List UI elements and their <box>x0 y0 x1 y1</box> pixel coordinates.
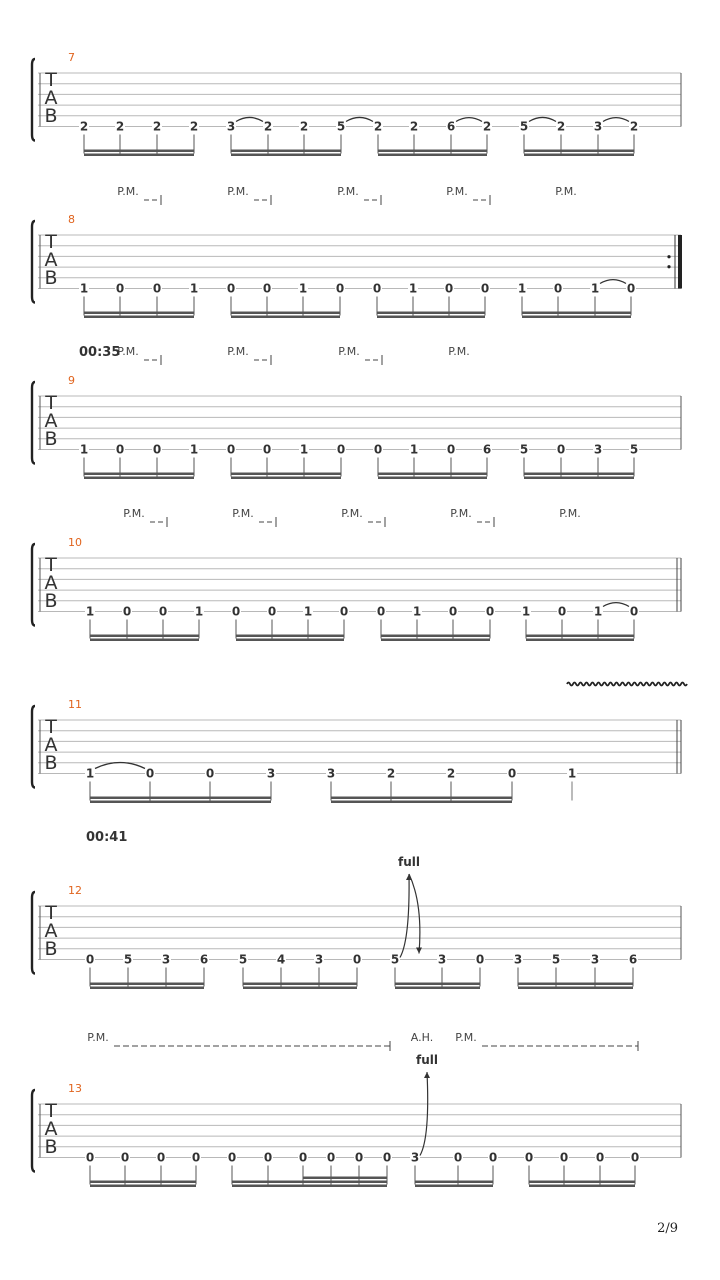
beam <box>524 477 634 480</box>
tab-clef-a: A <box>44 1118 58 1140</box>
fret-number: 6 <box>199 952 209 967</box>
beam <box>84 154 194 157</box>
fret-number: 0 <box>372 281 382 296</box>
page-number: 2/9 <box>657 1221 678 1236</box>
beam <box>231 473 341 476</box>
fret-number: 0 <box>480 281 490 296</box>
system-bracket <box>32 892 35 974</box>
fret-number: 6 <box>446 119 456 134</box>
fret-number: 0 <box>336 442 346 457</box>
tab-clef-t: T <box>45 902 57 924</box>
fret-number: 1 <box>517 281 527 296</box>
beam <box>524 150 634 153</box>
beam <box>84 473 194 476</box>
tab-clef-t: T <box>45 1100 57 1122</box>
repeat-dot <box>667 265 670 268</box>
beam <box>231 154 341 157</box>
fret-number: 2 <box>556 119 566 134</box>
fret-number: 5 <box>519 442 529 457</box>
fret-number: 0 <box>626 281 636 296</box>
fret-number: 0 <box>339 604 349 619</box>
palm-mute-label: P.M. <box>446 185 468 198</box>
tab-clef-b: B <box>44 267 58 289</box>
fret-number: 3 <box>593 442 603 457</box>
beam <box>231 477 341 480</box>
fret-number: 1 <box>79 281 89 296</box>
fret-number: 3 <box>437 952 447 967</box>
palm-mute-label: P.M. <box>448 345 470 358</box>
beam <box>529 1181 635 1184</box>
fret-number: 6 <box>482 442 492 457</box>
artificial-harmonic-label: A.H. <box>410 1031 434 1044</box>
tie-arc <box>600 280 626 284</box>
beam <box>90 987 204 990</box>
tie-arc <box>346 117 373 121</box>
fret-number: 3 <box>326 766 336 781</box>
fret-number: 1 <box>189 442 199 457</box>
fret-number: 0 <box>326 1150 336 1165</box>
beam <box>236 639 344 642</box>
tab-clef-a: A <box>44 410 58 432</box>
fret-number: 0 <box>629 604 639 619</box>
beam <box>331 801 512 804</box>
fret-number: 2 <box>263 119 273 134</box>
beam <box>243 987 357 990</box>
measure-number: 8 <box>68 213 75 226</box>
fret-number: 1 <box>194 604 204 619</box>
fret-number: 2 <box>189 119 199 134</box>
tab-clef-a: A <box>44 734 58 756</box>
fret-number: 0 <box>158 604 168 619</box>
fret-number: 5 <box>551 952 561 967</box>
beam <box>518 983 633 986</box>
fret-number: 1 <box>85 766 95 781</box>
beam <box>377 316 485 319</box>
fret-number: 5 <box>629 442 639 457</box>
fret-number: 2 <box>482 119 492 134</box>
beam <box>522 312 631 315</box>
beam <box>529 1185 635 1188</box>
beam <box>415 1181 493 1184</box>
fret-number: 0 <box>263 1150 273 1165</box>
fret-number: 0 <box>335 281 345 296</box>
tab-clef-t: T <box>45 716 57 738</box>
fret-number: 3 <box>314 952 324 967</box>
fret-number: 1 <box>299 442 309 457</box>
fret-number: 5 <box>519 119 529 134</box>
palm-mute-label: P.M. <box>87 1031 109 1044</box>
beam <box>381 639 490 642</box>
fret-number: 3 <box>593 119 603 134</box>
beam <box>231 316 340 319</box>
system-bracket <box>32 221 35 303</box>
fret-number: 0 <box>524 1150 534 1165</box>
beam <box>232 1185 387 1188</box>
fret-number: 0 <box>85 952 95 967</box>
fret-number: 5 <box>390 952 400 967</box>
fret-number: 0 <box>556 442 566 457</box>
tab-clef-a: A <box>44 249 58 271</box>
beam <box>526 639 634 642</box>
beam <box>84 312 194 315</box>
palm-mute-label: P.M. <box>450 507 472 520</box>
palm-mute-label: P.M. <box>123 507 145 520</box>
fret-number: 2 <box>115 119 125 134</box>
beam <box>90 639 199 642</box>
beam <box>236 635 344 638</box>
fret-number: 0 <box>115 281 125 296</box>
fret-number: 0 <box>231 604 241 619</box>
staff-system-12 <box>32 830 681 989</box>
palm-mute-label: P.M. <box>555 185 577 198</box>
fret-number: 3 <box>513 952 523 967</box>
measure-number: 13 <box>68 1082 82 1095</box>
beam <box>524 154 634 157</box>
fret-number: 0 <box>226 442 236 457</box>
timestamp: 00:35 <box>79 345 121 360</box>
fret-number: 0 <box>354 1150 364 1165</box>
fret-number: 0 <box>205 766 215 781</box>
palm-mute-label: P.M. <box>559 507 581 520</box>
staff-system-7 <box>32 51 681 156</box>
fret-number: 0 <box>120 1150 130 1165</box>
release-arrowhead <box>416 948 422 954</box>
beam <box>84 316 194 319</box>
beam <box>90 1185 196 1188</box>
fret-number: 1 <box>593 604 603 619</box>
beam <box>381 635 490 638</box>
bend-arrowhead <box>424 1072 430 1078</box>
staff-system-8 <box>32 185 682 318</box>
vibrato-wavy-line <box>567 683 687 686</box>
fret-number: 5 <box>336 119 346 134</box>
measure-number: 10 <box>68 536 82 549</box>
fret-number: 2 <box>386 766 396 781</box>
fret-number: 0 <box>488 1150 498 1165</box>
tie-arc <box>603 118 629 122</box>
fret-number: 0 <box>85 1150 95 1165</box>
palm-mute-label: P.M. <box>232 507 254 520</box>
system-bracket <box>32 706 35 788</box>
fret-number: 1 <box>85 604 95 619</box>
tab-clef-a: A <box>44 920 58 942</box>
beam <box>395 987 480 990</box>
palm-mute-label: P.M. <box>337 185 359 198</box>
fret-number: 4 <box>276 952 286 967</box>
fret-number: 0 <box>595 1150 605 1165</box>
release-arrow <box>409 874 420 954</box>
palm-mute-label: P.M. <box>227 345 249 358</box>
tab-clef-a: A <box>44 572 58 594</box>
fret-number: 3 <box>410 1150 420 1165</box>
beam <box>415 1185 493 1188</box>
fret-number: 0 <box>352 952 362 967</box>
palm-mute-label: P.M. <box>117 345 139 358</box>
fret-number: 1 <box>79 442 89 457</box>
bend-arrow <box>420 1072 428 1156</box>
fret-number: 6 <box>628 952 638 967</box>
fret-number: 1 <box>567 766 577 781</box>
palm-mute-label: P.M. <box>227 185 249 198</box>
fret-number: 1 <box>303 604 313 619</box>
beam <box>84 477 194 480</box>
beam <box>232 1181 387 1184</box>
fret-number: 0 <box>553 281 563 296</box>
tab-clef-b: B <box>44 105 58 127</box>
fret-number: 2 <box>373 119 383 134</box>
tab-clef-b: B <box>44 1136 58 1158</box>
fret-number: 0 <box>191 1150 201 1165</box>
system-bracket <box>32 382 35 464</box>
palm-mute-label: P.M. <box>338 345 360 358</box>
fret-number: 1 <box>298 281 308 296</box>
beam <box>378 477 487 480</box>
measure-number: 7 <box>68 51 75 64</box>
fret-number: 0 <box>262 281 272 296</box>
beam <box>331 797 512 800</box>
fret-number: 0 <box>152 281 162 296</box>
tie-arc <box>456 118 482 122</box>
bend-label: full <box>416 1053 438 1067</box>
beam <box>231 312 340 315</box>
beam <box>378 150 487 153</box>
fret-number: 2 <box>152 119 162 134</box>
fret-number: 0 <box>373 442 383 457</box>
fret-number: 0 <box>382 1150 392 1165</box>
tab-clef-a: A <box>44 87 58 109</box>
fret-number: 0 <box>115 442 125 457</box>
fret-number: 2 <box>409 119 419 134</box>
fret-number: 0 <box>453 1150 463 1165</box>
fret-number: 0 <box>298 1150 308 1165</box>
beam <box>90 983 204 986</box>
tab-clef-b: B <box>44 938 58 960</box>
fret-number: 2 <box>79 119 89 134</box>
fret-number: 0 <box>226 281 236 296</box>
timestamp: 00:41 <box>86 830 128 845</box>
fret-number: 1 <box>521 604 531 619</box>
bend-arrow <box>400 874 409 958</box>
beam <box>524 473 634 476</box>
fret-number: 5 <box>238 952 248 967</box>
tie-arc <box>603 603 629 607</box>
staff-system-10 <box>32 507 681 641</box>
system-bracket <box>32 544 35 626</box>
fret-number: 1 <box>189 281 199 296</box>
system-bracket <box>32 1090 35 1172</box>
bend-label: full <box>398 855 420 869</box>
fret-number: 0 <box>446 442 456 457</box>
measure-number: 11 <box>68 698 82 711</box>
fret-number: 3 <box>161 952 171 967</box>
fret-number: 0 <box>152 442 162 457</box>
fret-number: 0 <box>559 1150 569 1165</box>
staff-system-11 <box>32 683 687 804</box>
fret-number: 0 <box>156 1150 166 1165</box>
tab-clef-b: B <box>44 752 58 774</box>
fret-number: 0 <box>507 766 517 781</box>
beam <box>90 635 199 638</box>
beam <box>522 316 631 319</box>
beam <box>90 797 271 800</box>
palm-mute-label: P.M. <box>117 185 139 198</box>
repeat-dot <box>667 255 670 258</box>
repeat-barline-thick <box>678 235 682 289</box>
fret-number: 1 <box>590 281 600 296</box>
beam <box>90 1181 196 1184</box>
tab-clef-t: T <box>45 392 57 414</box>
beam <box>518 987 633 990</box>
fret-number: 1 <box>412 604 422 619</box>
beam <box>303 1177 387 1180</box>
fret-number: 1 <box>408 281 418 296</box>
tie-arc <box>95 763 145 769</box>
fret-number: 1 <box>409 442 419 457</box>
fret-number: 0 <box>145 766 155 781</box>
fret-number: 2 <box>299 119 309 134</box>
fret-number: 0 <box>448 604 458 619</box>
tab-clef-b: B <box>44 590 58 612</box>
tab-clef-t: T <box>45 554 57 576</box>
fret-number: 0 <box>444 281 454 296</box>
beam <box>395 983 480 986</box>
palm-mute-label: P.M. <box>341 507 363 520</box>
fret-number: 0 <box>122 604 132 619</box>
fret-number: 2 <box>446 766 456 781</box>
fret-number: 0 <box>630 1150 640 1165</box>
beam <box>243 983 357 986</box>
tie-arc <box>529 117 556 121</box>
tab-clef-t: T <box>45 231 57 253</box>
fret-number: 3 <box>590 952 600 967</box>
fret-number: 0 <box>262 442 272 457</box>
beam <box>526 635 634 638</box>
fret-number: 0 <box>376 604 386 619</box>
palm-mute-label: P.M. <box>455 1031 477 1044</box>
fret-number: 3 <box>226 119 236 134</box>
measure-number: 12 <box>68 884 82 897</box>
tab-clef-b: B <box>44 428 58 450</box>
fret-number: 0 <box>227 1150 237 1165</box>
fret-number: 0 <box>557 604 567 619</box>
beam <box>90 801 271 804</box>
fret-number: 0 <box>267 604 277 619</box>
beam <box>231 150 341 153</box>
fret-number: 0 <box>485 604 495 619</box>
beam <box>378 473 487 476</box>
beam <box>377 312 485 315</box>
fret-number: 2 <box>629 119 639 134</box>
tie-arc <box>236 117 263 121</box>
beam <box>378 154 487 157</box>
beam <box>84 150 194 153</box>
fret-number: 5 <box>123 952 133 967</box>
staff-system-9 <box>32 345 681 479</box>
fret-number: 3 <box>266 766 276 781</box>
system-bracket <box>32 59 35 141</box>
fret-number: 0 <box>475 952 485 967</box>
staff-system-13 <box>32 1031 681 1187</box>
measure-number: 9 <box>68 374 75 387</box>
tab-clef-t: T <box>45 69 57 91</box>
